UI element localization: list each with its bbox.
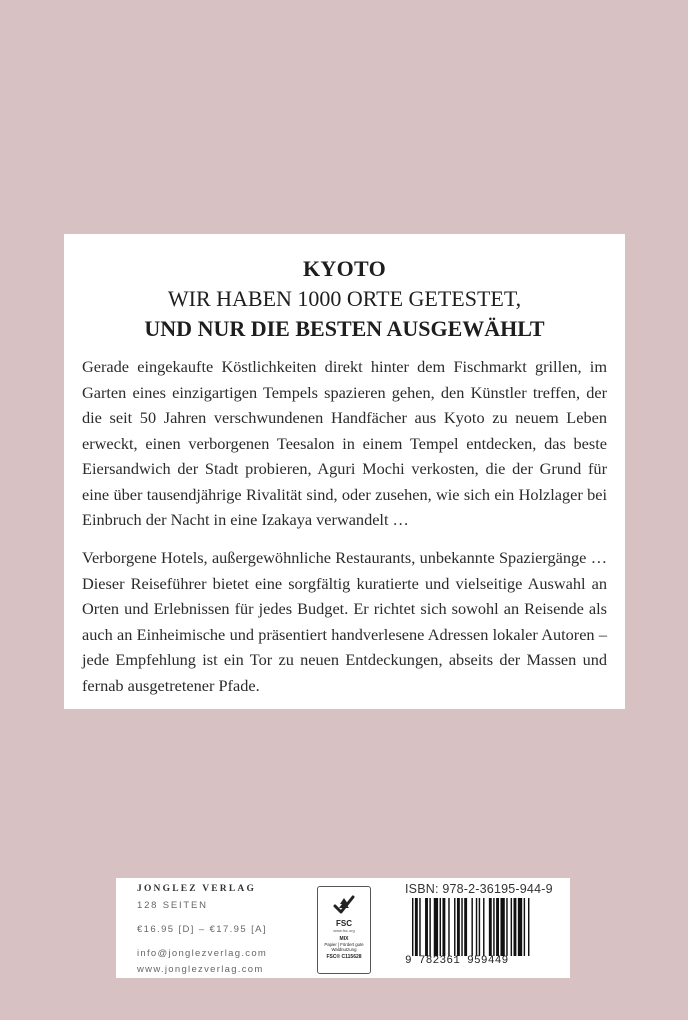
barcode-bar — [524, 898, 525, 956]
fsc-text: Papier | Fördert gute Waldnutzung — [324, 942, 364, 952]
fsc-tree-checkmark-icon — [331, 892, 357, 918]
barcode-bar — [448, 898, 449, 956]
website: www.jonglezverlag.com — [137, 964, 264, 975]
email-address: info@jonglezverlag.com — [137, 948, 268, 959]
tagline-line-1: WIR HABEN 1000 ORTE GETESTET, — [167, 286, 522, 311]
barcode-bar — [429, 898, 430, 956]
tagline-line-2: UND NUR DIE BESTEN AUSGEWÄHLT — [144, 316, 545, 341]
barcode-bar — [425, 898, 428, 956]
fsc-label — [317, 886, 371, 974]
barcode-bar — [500, 898, 504, 956]
barcode-bar — [419, 898, 420, 956]
barcode-bar — [518, 898, 522, 956]
description-paragraph-1: Gerade eingekaufte Köstlichkeiten direkt hinter dem Fischmarkt grillen, im Garten eines einzigartigen Tempels spazieren gehen, den Künstler treffen, der die seit 50 Jahren verschwundenen Handfächer aus Kyoto zu neuem Leben erweckt, einen verborgenen Teesalon in einem Tempel entdecken, das beste Eiersandwich der Stadt probieren, Aguri Mochi verkosten, die der Grund für eine über tausendjährige Rivalität sind, oder zusehen, wie sich ein Holzlager bei Einbruch der Nacht in eine Izakaya verwandelt … — [82, 357, 607, 529]
barcode-bar — [528, 898, 529, 956]
barcode-bar — [412, 898, 413, 956]
barcode-bar — [415, 898, 418, 956]
fsc-code: FSC® C115628 — [326, 954, 362, 960]
barcode-bar — [483, 898, 484, 956]
publisher-name: JONGLEZ VERLAG — [137, 884, 257, 894]
barcode-bar — [454, 898, 455, 956]
barcode-bar — [442, 898, 445, 956]
barcode-bar — [461, 898, 462, 956]
barcode-bar — [489, 898, 492, 956]
barcode-bar — [511, 898, 512, 956]
barcode-bar — [493, 898, 494, 956]
barcode-bar — [464, 898, 467, 956]
isbn-label: ISBN: 978-2-36195-944-9 — [405, 882, 553, 896]
description-paragraph-2: Verborgene Hotels, außergewöhnliche Restaurants, unbekannte Spaziergänge … Dieser Reiseführer bietet eine sorgfältig kuratierte und vielseitige Auswahl an Orten und Erlebnissen für jedes Budget. Er richtet sich sowohl an Reisende als auch an Einheimische und präsentiert handverlesene Adressen lokaler Autoren – jede Empfehlung ist ein Tor zu neuen Entdeckungen, abseits der Massen und fernab ausgetretener Pfade. — [82, 548, 607, 695]
barcode-bar — [471, 898, 472, 956]
barcode-bar — [479, 898, 480, 956]
fsc-brand: FSC — [336, 919, 352, 928]
barcode-bar — [440, 898, 441, 956]
barcode-bar — [457, 898, 460, 956]
barcode-bar — [476, 898, 477, 956]
page-count: 128 SEITEN — [137, 900, 208, 911]
fsc-site: www.fsc.org — [333, 928, 355, 933]
barcode-bar — [506, 898, 507, 956]
imprint-box — [116, 878, 570, 978]
fsc-mix-label: MIX — [339, 936, 349, 942]
price: €16.95 [D] – €17.95 [A] — [137, 924, 267, 935]
title-block — [82, 254, 607, 344]
description-panel — [64, 234, 625, 709]
barcode-bar — [434, 898, 438, 956]
isbn-barcode — [412, 898, 566, 956]
barcode-bar — [514, 898, 517, 956]
book-title: KYOTO — [302, 256, 386, 281]
isbn-digits: 9 782361 959449 — [405, 955, 509, 967]
barcode-bar — [496, 898, 499, 956]
